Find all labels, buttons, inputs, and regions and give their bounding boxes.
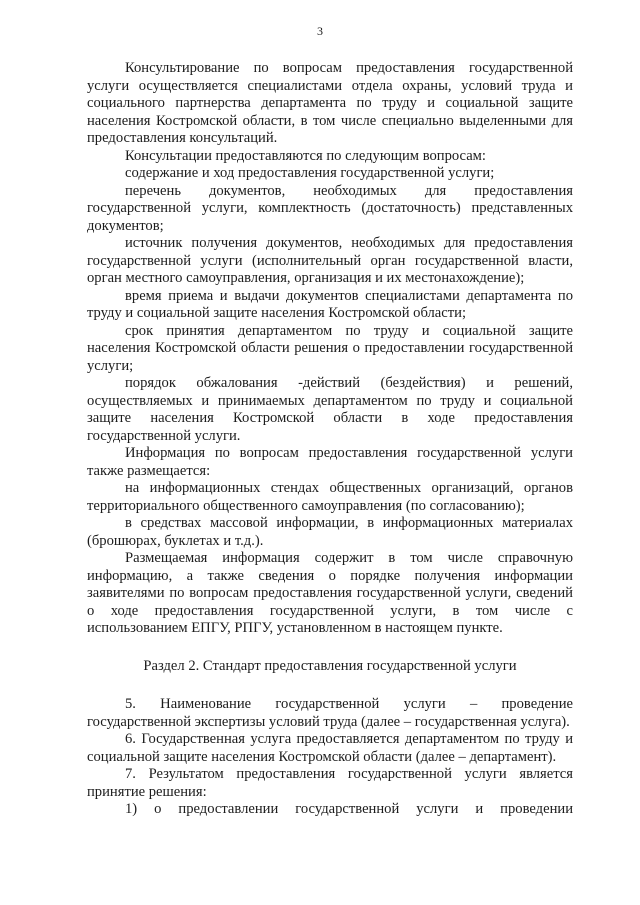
paragraph: перечень документов, необходимых для предоставления государственной услуги, комплектность (достаточность) представленных документов; bbox=[87, 182, 573, 234]
paragraph: 5. Наименование государственной услуги – проведение государственной экспертизы условий труда (далее – государственная услуга). bbox=[87, 696, 573, 730]
paragraph: источник получения документов, необходимых для предоставления государственной услуги (исполнительный орган государственной власти, орган местного самоуправления, организация и их местонахождение); bbox=[87, 235, 573, 286]
paragraph: Консультации предоставляются по следующим вопросам: bbox=[125, 147, 486, 164]
paragraph: время приема и выдачи документов специалистами департамента по труду и социальной защите населения Костромской области; bbox=[87, 287, 573, 321]
paragraph: 1) о предоставлении государственной услуги и проведении bbox=[125, 801, 573, 817]
paragraph: порядок обжалования -действий (бездействия) и решений, осуществляемых и принимаемых департаментом по труду и социальной защите населения Костромской области в ходе предоставления государственной услуги. bbox=[87, 375, 573, 444]
paragraph: в средствах массовой информации, в информационных материалах (брошюрах, буклетах и т.д.). bbox=[87, 515, 573, 549]
document-body bbox=[87, 60, 573, 819]
paragraph: содержание и ход предоставления государственной услуги; bbox=[125, 165, 495, 181]
paragraph: срок принятия департаментом по труду и социальной защите населения Костромской области решения о предоставлении государственной услуги; bbox=[87, 322, 573, 374]
paragraph: 6. Государственная услуга предоставляется департаментом по труду и социальной защите населения Костромской области (далее – департамент). bbox=[87, 731, 573, 765]
paragraph: Консультирование по вопросам предоставления государственной услуги осуществляется специалистами отдела охраны, условий труда и социального партнерства департамента по труду и социальной защите населения Костромской области, в том числе специально выделенными для предоставления консультаций. bbox=[87, 60, 573, 146]
paragraph: Размещаемая информация содержит в том числе справочную информацию, а также сведения о порядке получения информации заявителями по вопросам предоставления государственной услуги, сведений о ходе предоставления государственной услуги, в том числе с использованием ЕПГУ, РПГУ, установленном в настоящем пункте. bbox=[87, 550, 573, 636]
paragraph: Информация по вопросам предоставления государственной услуги также размещается: bbox=[87, 445, 573, 479]
paragraph: 7. Результатом предоставления государственной услуги является принятие решения: bbox=[87, 766, 573, 800]
section-heading: Раздел 2. Стандарт предоставления государственной услуги bbox=[143, 657, 517, 674]
paragraph: на информационных стендах общественных организаций, органов территориального общественного самоуправления (по согласованию); bbox=[87, 480, 573, 514]
page-number: 3 bbox=[317, 24, 323, 38]
